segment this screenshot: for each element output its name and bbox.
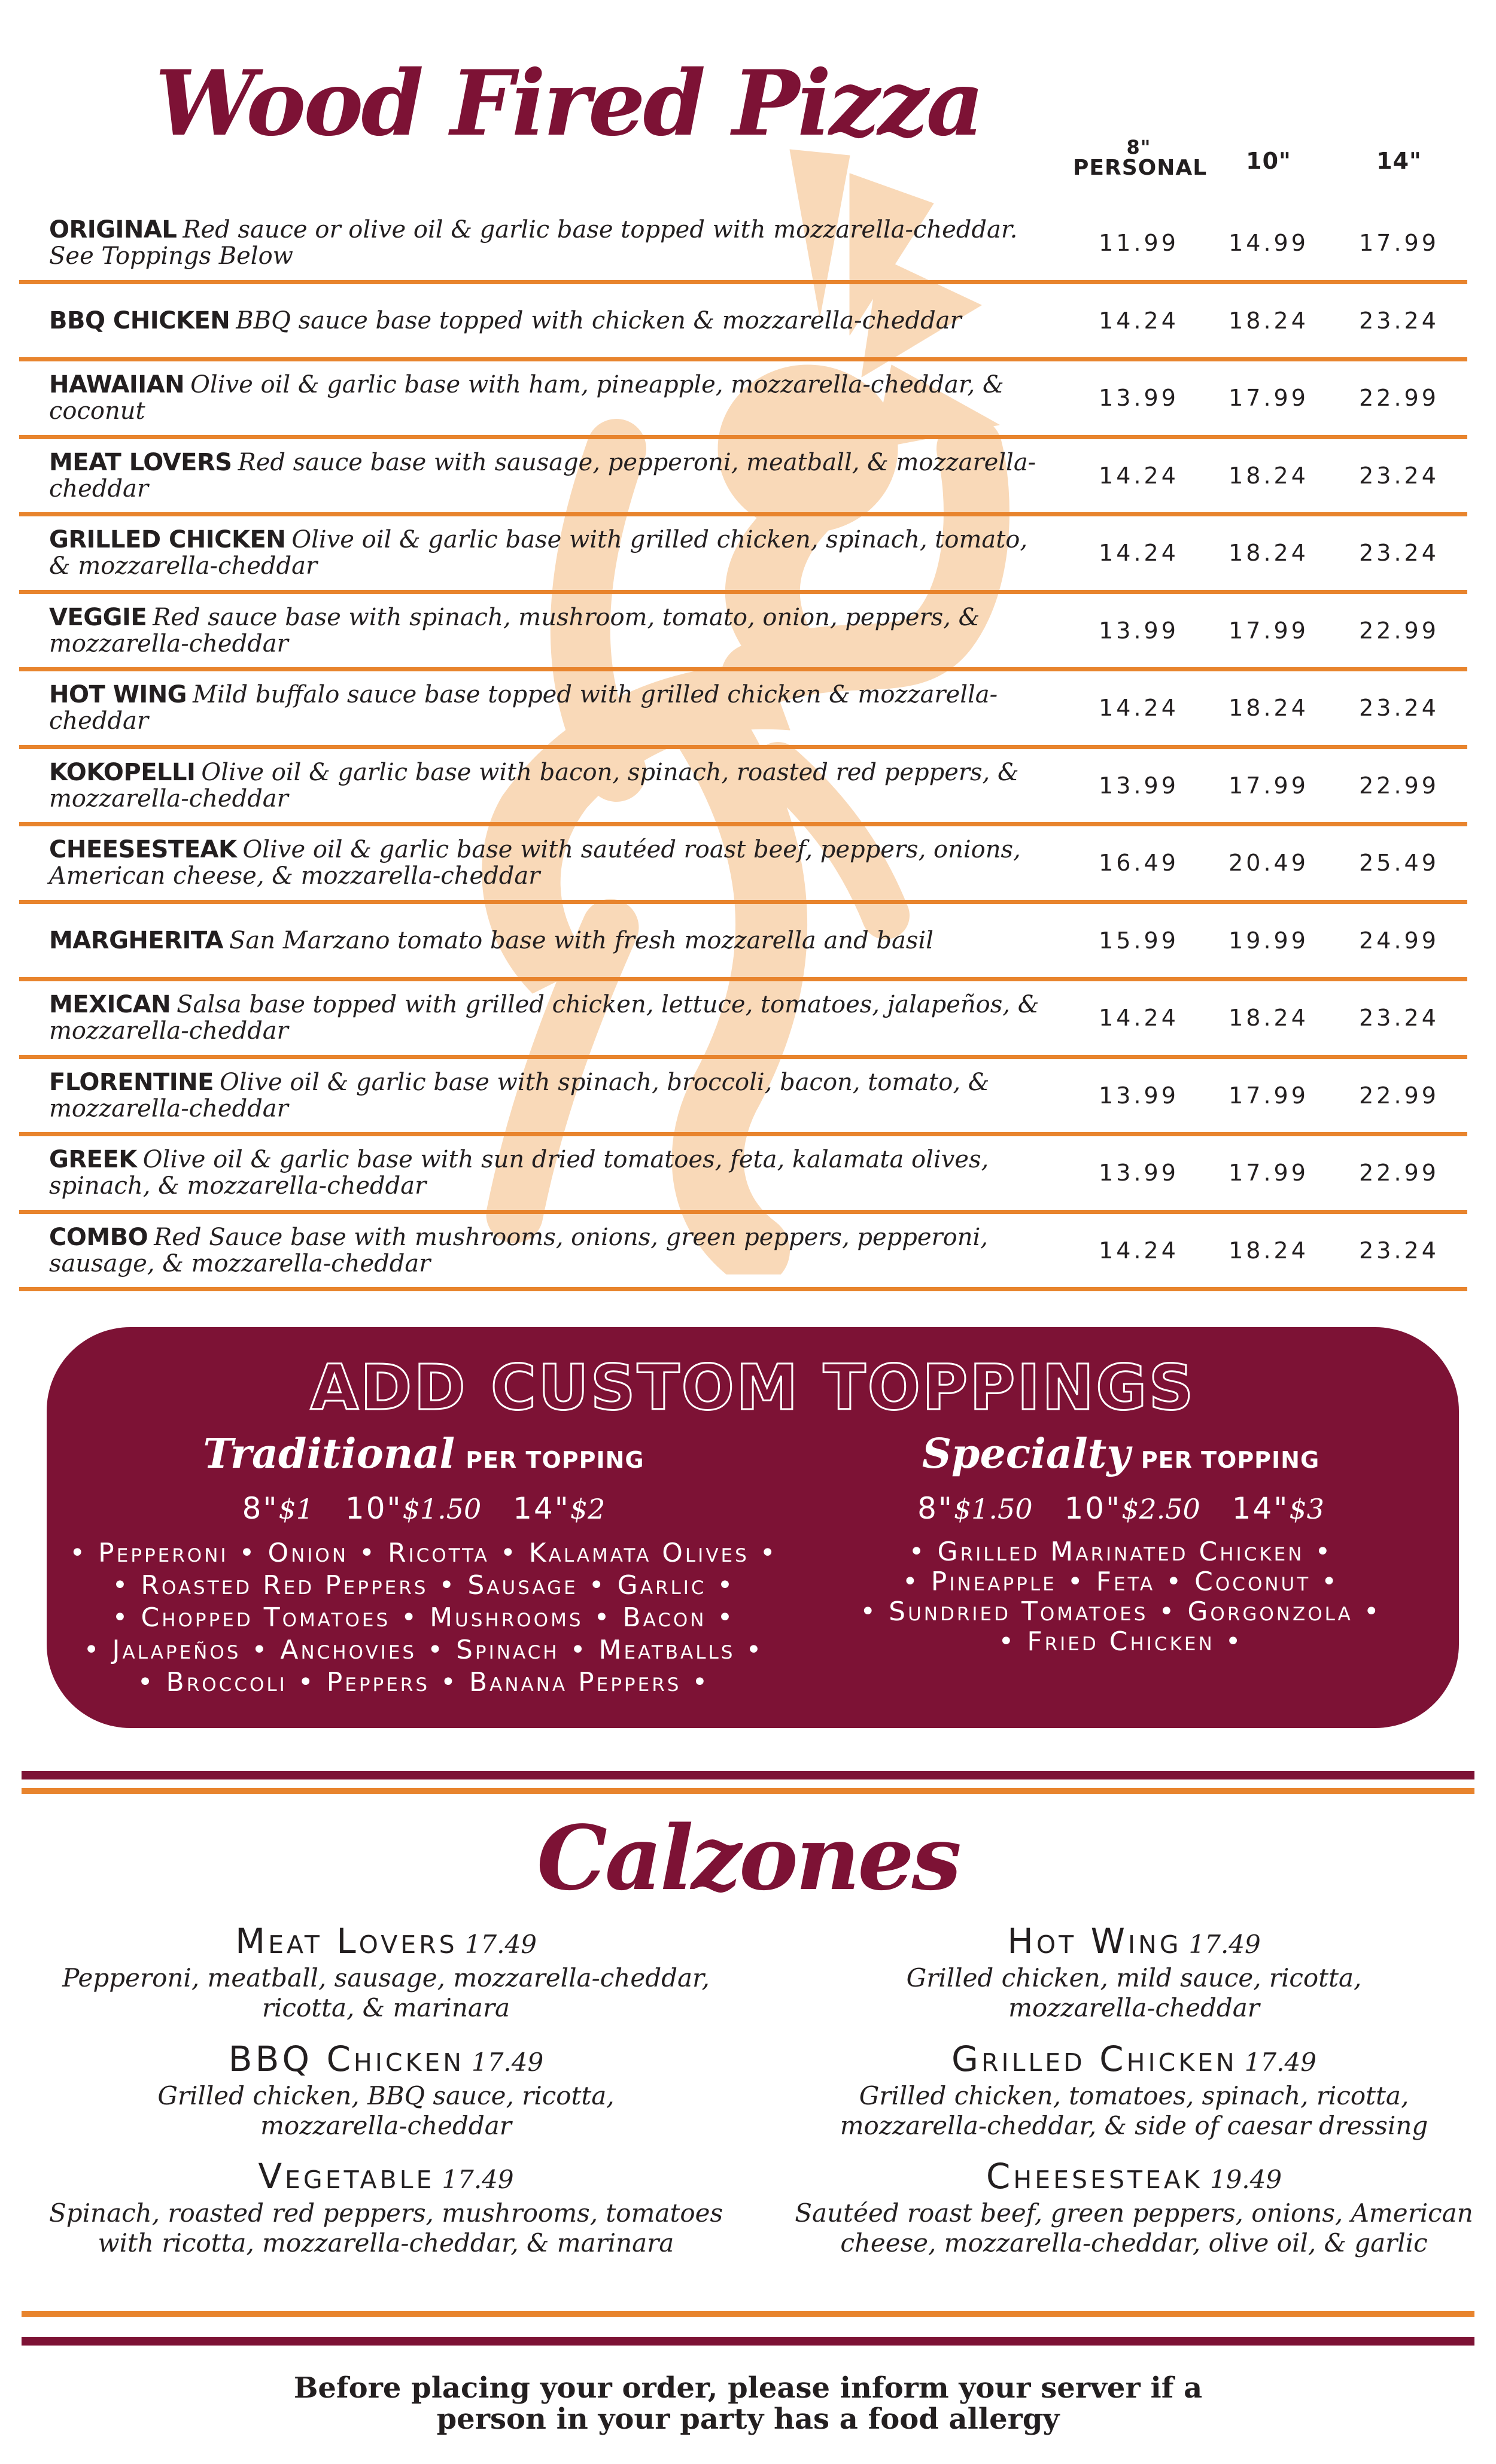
price-14: 23.24 bbox=[1359, 1237, 1439, 1264]
price-14: 22.99 bbox=[1359, 772, 1439, 799]
price-14: 25.49 bbox=[1359, 850, 1439, 877]
price-10: 17.99 bbox=[1229, 772, 1309, 799]
price-10: 14.99 bbox=[1229, 230, 1309, 257]
pizza-name: HOT WING bbox=[49, 681, 187, 709]
price-8: 14.24 bbox=[1099, 540, 1179, 567]
topping-price: $1.50 bbox=[402, 1493, 482, 1525]
calzone-item bbox=[793, 1921, 1475, 2023]
footer-divider bbox=[22, 2311, 1474, 2346]
allergy-notice bbox=[0, 2372, 1496, 2435]
pizza-description: Red sauce base with sausage, pepperoni, meatball, & mozzarella-cheddar bbox=[49, 448, 1036, 503]
pizza-row bbox=[19, 904, 1467, 982]
price-10: 17.99 bbox=[1229, 1082, 1309, 1109]
calzone-desc-line: Grilled chicken, tomatoes, spinach, ricotta, bbox=[859, 2081, 1409, 2110]
topping-price: $1 bbox=[278, 1493, 314, 1525]
allergy-notice-line: person in your party has a food allergy bbox=[436, 2402, 1060, 2436]
calzone-desc-line: Pepperoni, meatball, sausage, mozzarella-cheddar, bbox=[62, 1963, 710, 1993]
price-10: 18.24 bbox=[1229, 462, 1309, 489]
topping-line: • Sundried Tomatoes • Gorgonzola • bbox=[860, 1596, 1382, 1627]
price-10: 17.99 bbox=[1229, 617, 1309, 644]
pizza-description: Olive oil & garlic base with ham, pineapple, mozzarella-cheddar, & coconut bbox=[49, 371, 1004, 425]
price-14: 23.24 bbox=[1359, 1005, 1439, 1032]
topping-line: • Broccoli • Peppers • Banana Peppers • bbox=[137, 1667, 710, 1698]
calzone-desc-line: Grilled chicken, mild sauce, ricotta, bbox=[906, 1963, 1362, 1993]
size-header-8-personal: 8" PERSONAL bbox=[1073, 136, 1208, 180]
topping-line: • Grilled Marinated Chicken • bbox=[908, 1537, 1333, 1567]
topping-line: • Fried Chicken • bbox=[998, 1626, 1243, 1657]
calzone-name: Hot Wing bbox=[1007, 1921, 1182, 1961]
size-label: 14" bbox=[1232, 1491, 1290, 1526]
price-10: 18.24 bbox=[1229, 695, 1309, 722]
size-header-10: 10" bbox=[1246, 148, 1291, 174]
calzone-price: 19.49 bbox=[1209, 2165, 1282, 2194]
pizza-row bbox=[19, 516, 1467, 594]
price-8: 14.24 bbox=[1099, 1005, 1179, 1032]
pizza-name: CHEESESTEAK bbox=[49, 836, 237, 864]
pizza-description: Mild buffalo sauce base topped with grilled chicken & mozzarella-cheddar bbox=[49, 681, 998, 735]
calzones-section-title: Calzones bbox=[537, 1806, 959, 1910]
specialty-heading: Specialty bbox=[922, 1430, 1130, 1478]
specialty-per-topping: PER TOPPING bbox=[1141, 1447, 1320, 1473]
calzone-item bbox=[793, 2156, 1475, 2258]
price-14: 17.99 bbox=[1359, 230, 1439, 257]
pizza-row bbox=[19, 1059, 1467, 1137]
pizza-description: Red sauce base with spinach, mushroom, tomato, onion, peppers, & mozzarella-cheddar bbox=[49, 603, 980, 658]
specialty-toppings bbox=[798, 1429, 1444, 1657]
price-8: 15.99 bbox=[1099, 927, 1179, 954]
pizza-row bbox=[19, 1136, 1467, 1214]
price-14: 22.99 bbox=[1359, 617, 1439, 644]
price-14: 24.99 bbox=[1359, 927, 1439, 954]
price-10: 17.99 bbox=[1229, 1160, 1309, 1187]
calzone-desc-line: mozzarella-cheddar bbox=[260, 2111, 512, 2140]
size-header-14: 14" bbox=[1376, 148, 1422, 174]
specialty-topping-list bbox=[798, 1537, 1444, 1657]
size-label: 8" bbox=[917, 1491, 954, 1526]
pizza-description: Salsa base topped with grilled chicken, lettuce, tomatoes, jalapeños, & mozzarella-cheddar bbox=[49, 991, 1039, 1045]
price-8: 13.99 bbox=[1099, 617, 1179, 644]
price-8: 14.24 bbox=[1099, 1237, 1179, 1264]
size-label: 10" bbox=[345, 1491, 403, 1526]
calzone-item bbox=[45, 2156, 727, 2258]
pizza-description: Olive oil & garlic base with sun dried tomatoes, feta, kalamata olives, spinach, & mozzarella-cheddar bbox=[49, 1146, 989, 1200]
calzone-name: Grilled Chicken bbox=[951, 2039, 1237, 2079]
pizza-name: MEAT LOVERS bbox=[49, 448, 232, 476]
calzone-desc-line: Grilled chicken, BBQ sauce, ricotta, bbox=[157, 2081, 615, 2110]
traditional-toppings bbox=[47, 1429, 801, 1699]
pizza-row bbox=[19, 594, 1467, 672]
calzone-desc-line: ricotta, & marinara bbox=[262, 1993, 510, 2022]
price-8: 13.99 bbox=[1099, 1082, 1179, 1109]
price-14: 23.24 bbox=[1359, 307, 1439, 334]
pizza-name: FLORENTINE bbox=[49, 1068, 214, 1096]
price-8: 16.49 bbox=[1099, 850, 1179, 877]
allergy-notice-line: Before placing your order, please inform your server if a bbox=[293, 2371, 1203, 2405]
calzone-desc-line: cheese, mozzarella-cheddar, olive oil, & garlic bbox=[840, 2228, 1428, 2258]
pizza-name: HAWAIIAN bbox=[49, 371, 185, 399]
calzone-desc-line: with ricotta, mozzarella-cheddar, & marinara bbox=[98, 2228, 674, 2258]
price-10: 18.24 bbox=[1229, 1005, 1309, 1032]
pizza-row bbox=[19, 361, 1467, 439]
pizza-description: Olive oil & garlic base with spinach, broccoli, bacon, tomato, & mozzarella-cheddar bbox=[49, 1068, 990, 1123]
calzone-item bbox=[793, 2039, 1475, 2141]
pizza-row bbox=[19, 1214, 1467, 1292]
pizza-row bbox=[19, 206, 1467, 284]
price-8: 13.99 bbox=[1099, 772, 1179, 799]
calzone-desc-line: mozzarella-cheddar bbox=[1008, 1993, 1260, 2022]
price-14: 22.99 bbox=[1359, 1082, 1439, 1109]
custom-toppings-panel bbox=[47, 1327, 1459, 1728]
price-14: 23.24 bbox=[1359, 462, 1439, 489]
price-14: 23.24 bbox=[1359, 540, 1439, 567]
price-10: 18.24 bbox=[1229, 540, 1309, 567]
traditional-per-topping: PER TOPPING bbox=[466, 1447, 644, 1473]
calzone-name: Cheesesteak bbox=[986, 2156, 1203, 2197]
pizza-row bbox=[19, 439, 1467, 517]
topping-line: • Jalapeños • Anchovies • Spinach • Meatballs • bbox=[83, 1635, 764, 1665]
topping-price: $2.50 bbox=[1121, 1493, 1200, 1525]
price-8: 11.99 bbox=[1099, 230, 1179, 257]
price-8: 13.99 bbox=[1099, 1160, 1179, 1187]
pizza-menu-list bbox=[19, 206, 1467, 1291]
price-10: 17.99 bbox=[1229, 385, 1309, 412]
pizza-name: VEGGIE bbox=[49, 603, 147, 631]
calzone-name: Meat Lovers bbox=[235, 1921, 458, 1961]
topping-price: $1.50 bbox=[953, 1493, 1033, 1525]
calzone-item bbox=[45, 1921, 727, 2023]
pizza-row bbox=[19, 671, 1467, 749]
price-14: 22.99 bbox=[1359, 1160, 1439, 1187]
calzone-price: 17.49 bbox=[1244, 2048, 1316, 2077]
calzone-name: Vegetable bbox=[258, 2156, 435, 2197]
price-10: 20.49 bbox=[1229, 850, 1309, 877]
size-label: 10" bbox=[1064, 1491, 1122, 1526]
pizza-name: MEXICAN bbox=[49, 991, 171, 1019]
specialty-prices bbox=[798, 1489, 1444, 1529]
pizza-description: Olive oil & garlic base with sautéed roast beef, peppers, onions, American cheese, & mozzarella-cheddar bbox=[49, 836, 1021, 890]
pizza-row bbox=[19, 284, 1467, 362]
calzone-name: BBQ Chicken bbox=[228, 2039, 464, 2079]
pizza-name: BBQ CHICKEN bbox=[49, 306, 230, 334]
pizza-row bbox=[19, 749, 1467, 827]
traditional-prices bbox=[47, 1489, 801, 1529]
pizza-name: COMBO bbox=[49, 1223, 148, 1251]
calzone-price: 17.49 bbox=[471, 2048, 544, 2077]
pizza-name: GREEK bbox=[49, 1146, 137, 1174]
pizza-name: ORIGINAL bbox=[49, 216, 177, 244]
pizza-name: GRILLED CHICKEN bbox=[49, 526, 286, 554]
size-label: 8" bbox=[242, 1491, 279, 1526]
topping-price: $2 bbox=[570, 1493, 606, 1525]
price-8: 14.24 bbox=[1099, 307, 1179, 334]
pizza-description: Olive oil & garlic base with bacon, spinach, roasted red peppers, & mozzarella-cheddar bbox=[49, 758, 1019, 813]
pizza-description: Red sauce or olive oil & garlic base topped with mozzarella-cheddar. See Toppings Below bbox=[49, 216, 1018, 270]
calzone-price: 17.49 bbox=[464, 1930, 537, 1959]
calzone-desc-line: Spinach, roasted red peppers, mushrooms, tomatoes bbox=[48, 2198, 723, 2228]
pizza-description: Red Sauce base with mushrooms, onions, green peppers, pepperoni, sausage, & mozzarella-cheddar bbox=[49, 1223, 989, 1277]
toppings-title: ADD CUSTOM TOPPINGS bbox=[310, 1351, 1196, 1424]
traditional-topping-list bbox=[47, 1537, 801, 1699]
calzone-desc-line: mozzarella-cheddar, & side of caesar dressing bbox=[840, 2111, 1428, 2140]
price-8: 14.24 bbox=[1099, 462, 1179, 489]
price-10: 19.99 bbox=[1229, 927, 1309, 954]
traditional-heading: Traditional bbox=[203, 1430, 455, 1478]
topping-line: • Roasted Red Peppers • Sausage • Garlic • bbox=[112, 1570, 735, 1601]
calzone-desc-line: Sautéed roast beef, green peppers, onions, American bbox=[795, 2198, 1473, 2228]
pizza-name: MARGHERITA bbox=[49, 926, 224, 954]
pizza-section-title: Wood Fired Pizza bbox=[155, 51, 982, 156]
size-label: 14" bbox=[513, 1491, 570, 1526]
pizza-row bbox=[19, 981, 1467, 1059]
calzone-price: 17.49 bbox=[1188, 1930, 1261, 1959]
section-divider bbox=[22, 1771, 1474, 1794]
price-10: 18.24 bbox=[1229, 307, 1309, 334]
topping-line: • Pepperoni • Onion • Ricotta • Kalamata Olives • bbox=[69, 1538, 778, 1568]
price-14: 23.24 bbox=[1359, 695, 1439, 722]
pizza-row bbox=[19, 826, 1467, 904]
topping-price: $3 bbox=[1289, 1493, 1324, 1525]
calzone-price: 17.49 bbox=[442, 2165, 514, 2194]
price-14: 22.99 bbox=[1359, 385, 1439, 412]
pizza-description: San Marzano tomato base with fresh mozzarella and basil bbox=[229, 926, 934, 954]
pizza-description: BBQ sauce base topped with chicken & mozzarella-cheddar bbox=[236, 306, 962, 334]
price-10: 18.24 bbox=[1229, 1237, 1309, 1264]
pizza-description: Olive oil & garlic base with grilled chicken, spinach, tomato, & mozzarella-cheddar bbox=[49, 526, 1028, 580]
pizza-name: KOKOPELLI bbox=[49, 758, 196, 786]
price-8: 13.99 bbox=[1099, 385, 1179, 412]
calzone-item bbox=[45, 2039, 727, 2141]
price-8: 14.24 bbox=[1099, 695, 1179, 722]
topping-line: • Pineapple • Feta • Coconut • bbox=[902, 1566, 1340, 1597]
topping-line: • Chopped Tomatoes • Mushrooms • Bacon • bbox=[112, 1602, 735, 1633]
